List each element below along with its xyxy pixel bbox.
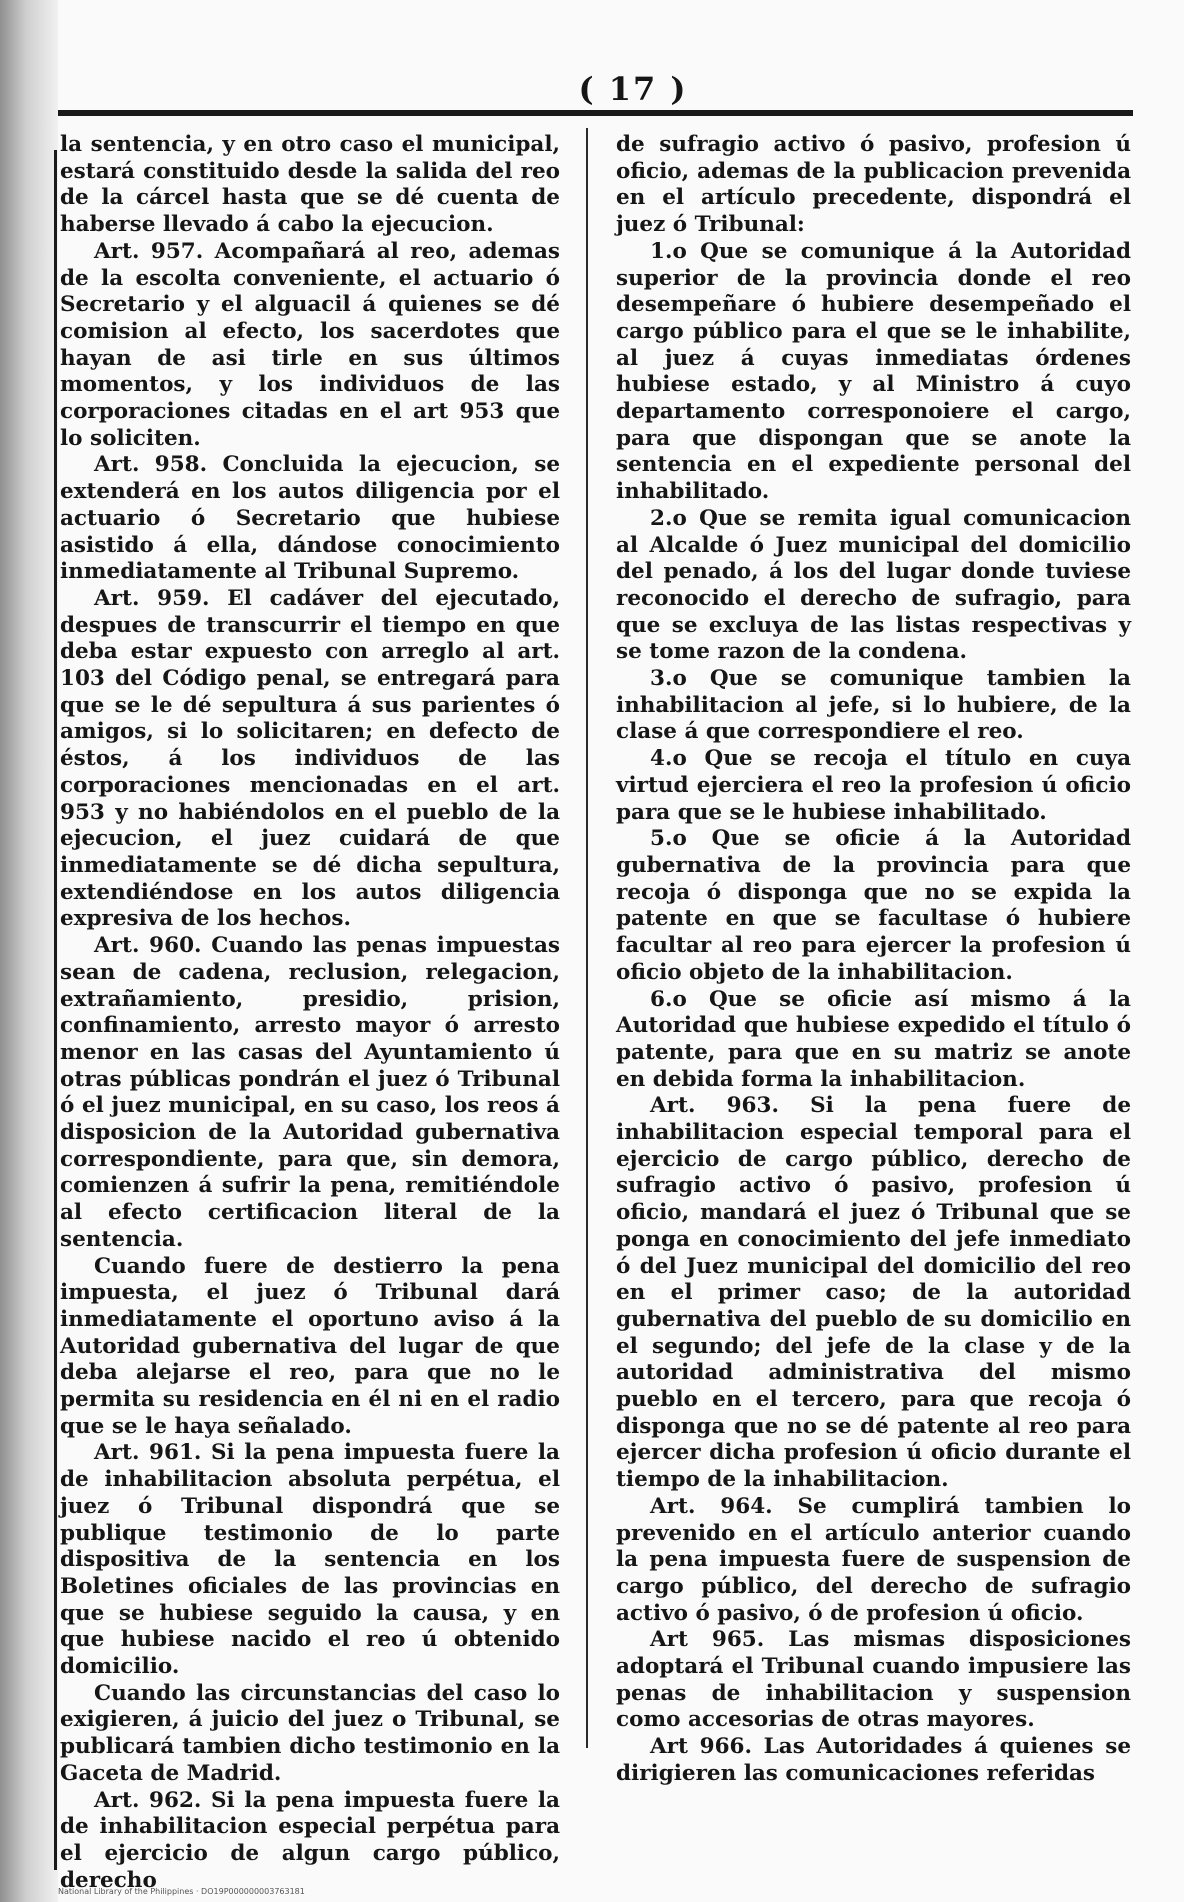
paragraph: Art. 964. Se cumplirá tambien lo prevenido en el artículo anterior cuando la pena impuesta fuere de suspension de cargo público, del derecho de sufragio activo ó pasivo, ó de profesion ú oficio. [616,1493,1131,1626]
paragraph: Art. 961. Si la pena impuesta fuere la de inhabilitacion absoluta perpétua, el juez ó Tribunal dispondrá que se publique testimonio de lo parte dispositiva de la sentencia en los Boletines oficiales de las provincias en que se hubiese seguido la causa, y en que hubiese nacido el reo ú obtenido domicilio. [60,1440,560,1680]
paragraph: Art. 959. El cadáver del ejecutado, despues de transcurrir el tiempo en que deba estar expuesto con arreglo al art. 103 del Código penal, se entregará para que se le dé sepultura á sus parientes ó amigos, si lo solicitaren; en defecto de éstos, á los individuos de las corporaciones mencionadas en el art. 953 y no habiéndolos en el pueblo de la ejecucion, el juez cuidará de que inmediatamente se dé dicha sepultura, extendiéndose en los autos diligencia expresiva de los hechos. [60,585,560,932]
library-stamp: National Library of the Philippines · DO19P000000003763181 [58,1887,305,1896]
paragraph: Art. 958. Concluida la ejecucion, se extenderá en los autos diligencia por el actuario ó Secretario que hubiese asistido á ella, dándose conocimiento inmediatamente al Tribunal Supremo. [60,452,560,585]
paragraph: Art. 957. Acompañará al reo, ademas de la escolta conveniente, el actuario ó Secretario y el alguacil á quienes se dé comision al efecto, los sacerdotes que hayan de asi tirle en sus últimos momentos, y los individuos de las corporaciones citadas en el art 953 que lo soliciten. [60,238,560,451]
paragraph: Art 965. Las mismas disposiciones adoptará el Tribunal cuando impusiere las penas de inhabilitacion y suspension como accesorias de otras mayores. [616,1627,1131,1733]
page-number: ( 17 ) [578,70,688,108]
paragraph: la sentencia, y en otro caso el municipal, estará constituido desde la salida del reo de la cárcel hasta que se dé cuenta de haberse llevado á cabo la ejecucion. [60,132,560,238]
paragraph: Art 966. Las Autoridades á quienes se dirigieren las comunicaciones referidas [616,1734,1131,1786]
paragraph: Cuando las circunstancias del caso lo exigieren, á juicio del juez o Tribunal, se publicará tambien dicho testimonio en la Gaceta de Madrid. [60,1680,560,1786]
paragraph: Art. 963. Si la pena fuere de inhabilitacion especial temporal para el ejercicio de cargo público, derecho de sufragio activo ó pasivo, profesion ú oficio, mandará el juez ó Tribunal que se ponga en conocimiento del jefe inmediato ó del Juez municipal del domicilio del reo en el primer caso; de la autoridad gubernativa del pueblo de su domicilio en el segundo; del jefe de la clase y de la autoridad administrativa del mismo pueblo en el tercero, para que recoja ó disponga que no se dé patente al reo para ejercer dicha profesion ú oficio durante el tiempo de la inhabilitacion. [616,1093,1131,1493]
paragraph: 2.o Que se remita igual comunicacion al Alcalde ó Juez municipal del domicilio del penado, á los del lugar donde tuviese reconocido el derecho de sufragio, para que se excluya de las listas respectivas y se tome razon de la condena. [616,505,1131,665]
paragraph: Cuando fuere de destierro la pena impuesta, el juez ó Tribunal dará inmediatamente el oportuno aviso á la Autoridad gubernativa del lugar de que deba alejarse el reo, para que no le permita su residencia en él ni en el radio que se le haya señalado. [60,1253,560,1439]
paragraph: Art. 960. Cuando las penas impuestas sean de cadena, reclusion, relegacion, extrañamiento, presidio, prision, confinamiento, arresto mayor ó arresto menor en las casas del Ayuntamiento ú otras públicas pondrán el juez ó Tribunal ó el juez municipal, en su caso, los reos á disposicion de la Autoridad gubernativa correspondiente, para que, sin demora, comienzen á sufrir la pena, remitiéndole al efecto certificacion literal de la sentencia. [60,933,560,1252]
paragraph: de sufragio activo ó pasivo, profesion ú oficio, ademas de la publicacion prevenida en el artículo precedente, dispondrá el juez ó Tribunal: [616,132,1131,238]
right-column [616,132,1131,1788]
paragraph: Art. 962. Si la pena impuesta fuere la de inhabilitacion especial perpétua para el ejercicio de algun cargo público, derecho [60,1787,560,1893]
paragraph: 4.o Que se recoja el título en cuya virtud ejerciera el reo la profesion ú oficio para que se le hubiese inhabilitado. [616,746,1131,825]
header-rule [58,110,1133,116]
margin-line [54,150,57,1870]
paragraph: 6.o Que se oficie así mismo á la Autoridad que hubiese expedido el título ó patente, para que en su matriz se anote en debida forma la inhabilitacion. [616,986,1131,1092]
left-column [60,132,560,1894]
paragraph: 1.o Que se comunique á la Autoridad superior de la provincia donde el reo desempeñare ó hubiere desempeñado el cargo público para el que se le inhabilite, al juez á cuyas inmediatas órdenes hubiese estado, y al Ministro á cuyo departamento corresponoiere el cargo, para que dispongan que se anote la sentencia en el expediente personal del inhabilitado. [616,238,1131,505]
column-divider [586,128,588,1748]
paragraph: 3.o Que se comunique tambien la inhabilitacion al jefe, si lo hubiere, de la clase á que correspondiere el reo. [616,666,1131,745]
document-page [58,0,1184,1902]
paragraph: 5.o Que se oficie á la Autoridad gubernativa de la provincia para que recoja ó disponga que no se expida la patente en que se facultase ó hubiere facultar al reo para ejercer la profesion ú oficio objeto de la inhabilitacion. [616,826,1131,985]
book-spine-shadow [0,0,58,1902]
